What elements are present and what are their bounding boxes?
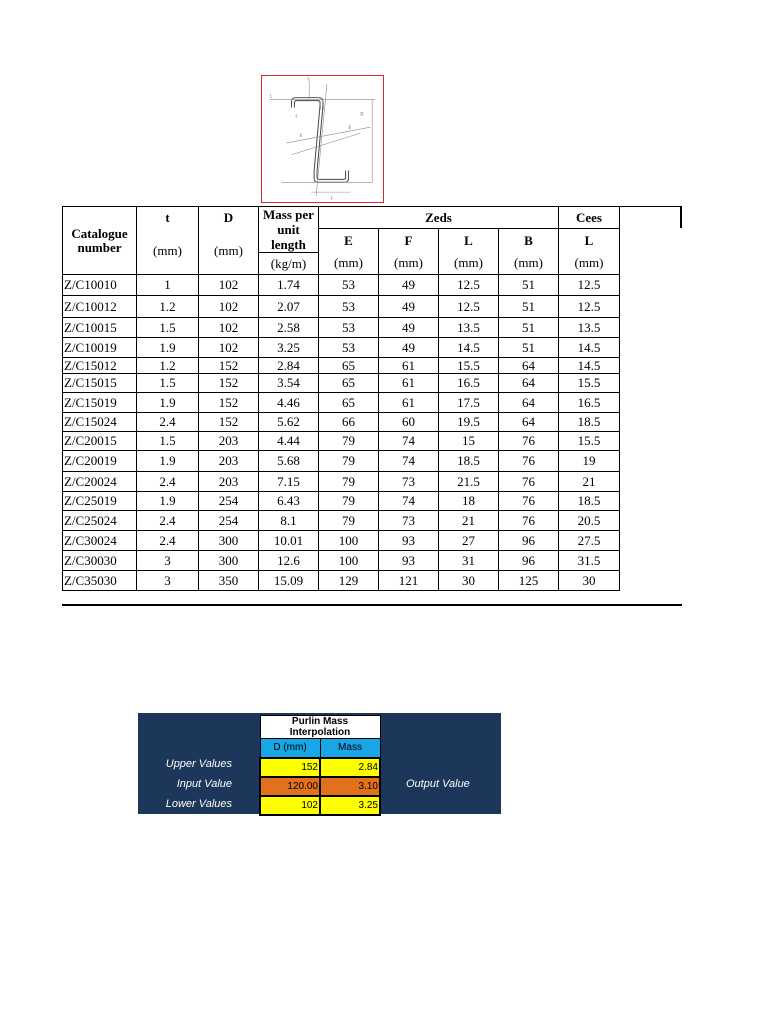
row-spacer — [620, 511, 681, 531]
row-spacer — [620, 413, 681, 432]
cees-l-cell: 12.5 — [559, 275, 620, 296]
e-header: E — [319, 229, 379, 253]
section-diagram — [261, 75, 384, 203]
e-cell: 79 — [319, 451, 379, 472]
t-cell: 2.4 — [137, 413, 199, 432]
catalogue-code-cell: Z/C15015 — [63, 374, 137, 393]
d-header: D — [199, 207, 259, 229]
f-cell: 93 — [379, 531, 439, 551]
row-spacer — [620, 318, 681, 338]
interpolation-grid — [259, 715, 381, 816]
d-cell: 300 — [199, 531, 259, 551]
mass-cell: 5.62 — [259, 413, 319, 432]
l-cell: 14.5 — [439, 338, 499, 358]
svg-text:t: t — [295, 113, 297, 119]
f-cell: 74 — [379, 451, 439, 472]
table-row — [63, 571, 681, 591]
b-cell: 64 — [499, 393, 559, 413]
f-cell: 61 — [379, 358, 439, 374]
f-cell: 121 — [379, 571, 439, 591]
d-cell: 350 — [199, 571, 259, 591]
row-spacer — [620, 358, 681, 374]
catalogue-code-cell: Z/C10012 — [63, 296, 137, 318]
catalogue-code-cell: Z/C20019 — [63, 451, 137, 472]
t-cell: 2.4 — [137, 472, 199, 492]
t-cell: 1 — [137, 275, 199, 296]
b-cell: 76 — [499, 511, 559, 531]
output-mass-cell[interactable]: 3.10 — [320, 777, 380, 796]
mass-cell: 2.07 — [259, 296, 319, 318]
svg-text:X: X — [299, 133, 303, 139]
b-cell: 76 — [499, 492, 559, 511]
l-cell: 31 — [439, 551, 499, 571]
f-cell: 49 — [379, 296, 439, 318]
catalogue-code-cell: Z/C20024 — [63, 472, 137, 492]
cees-l-cell: 27.5 — [559, 531, 620, 551]
l-cell: 17.5 — [439, 393, 499, 413]
catalogue-code-cell: Z/C25019 — [63, 492, 137, 511]
table-row — [63, 511, 681, 531]
table-row — [63, 393, 681, 413]
row-spacer — [620, 338, 681, 358]
mass-cell: 4.46 — [259, 393, 319, 413]
e-cell: 65 — [319, 358, 379, 374]
table-row — [63, 432, 681, 451]
mass-column-header: Mass — [320, 739, 380, 758]
f-cell: 74 — [379, 432, 439, 451]
l-cell: 21 — [439, 511, 499, 531]
mass-cell: 10.01 — [259, 531, 319, 551]
f-cell: 93 — [379, 551, 439, 571]
row-spacer — [620, 275, 681, 296]
mass-cell: 15.09 — [259, 571, 319, 591]
cees-l-cell: 15.5 — [559, 432, 620, 451]
mass-cell: 7.15 — [259, 472, 319, 492]
e-cell: 65 — [319, 374, 379, 393]
zed-section-drawing — [262, 76, 383, 202]
d-cell: 152 — [199, 413, 259, 432]
d-cell: 152 — [199, 358, 259, 374]
l-cell: 13.5 — [439, 318, 499, 338]
input-d-cell[interactable]: 120.00 — [260, 777, 320, 796]
upper-values-label: Upper Values — [165, 758, 232, 770]
e-cell: 66 — [319, 413, 379, 432]
f-cell: 73 — [379, 472, 439, 492]
mass-header: Mass per unit length — [259, 207, 319, 253]
svg-text:L: L — [269, 93, 273, 99]
e-cell: 79 — [319, 432, 379, 451]
f-cell: 61 — [379, 374, 439, 393]
cees-l-cell: 18.5 — [559, 413, 620, 432]
spacer-cell — [620, 207, 681, 275]
d-cell: 254 — [199, 492, 259, 511]
row-spacer — [620, 296, 681, 318]
f-header: F — [379, 229, 439, 253]
t-cell: 1.5 — [137, 318, 199, 338]
table-row — [63, 374, 681, 393]
d-cell: 203 — [199, 451, 259, 472]
b-unit: (mm) — [499, 253, 559, 275]
cees-l-cell: 16.5 — [559, 393, 620, 413]
row-spacer — [620, 451, 681, 472]
e-cell: 79 — [319, 492, 379, 511]
e-cell: 53 — [319, 275, 379, 296]
d-cell: 152 — [199, 393, 259, 413]
d-column-header: D (mm) — [260, 739, 320, 758]
table-row — [63, 296, 681, 318]
e-cell: 65 — [319, 393, 379, 413]
cees-l-cell: 31.5 — [559, 551, 620, 571]
mass-cell: 5.68 — [259, 451, 319, 472]
catalogue-code-cell: Z/C15012 — [63, 358, 137, 374]
l-cell: 15 — [439, 432, 499, 451]
l-cell: 27 — [439, 531, 499, 551]
b-cell: 76 — [499, 432, 559, 451]
d-cell: 203 — [199, 472, 259, 492]
catalogue-code-cell: Z/C15024 — [63, 413, 137, 432]
mass-cell: 4.44 — [259, 432, 319, 451]
d-cell: 102 — [199, 296, 259, 318]
e-cell: 79 — [319, 511, 379, 531]
mass-cell: 8.1 — [259, 511, 319, 531]
row-spacer — [620, 492, 681, 511]
l-cell: 15.5 — [439, 358, 499, 374]
b-cell: 51 — [499, 318, 559, 338]
table-row — [63, 492, 681, 511]
upper-d-cell[interactable]: 152 — [260, 758, 320, 777]
mass-unit: (kg/m) — [259, 253, 319, 275]
t-cell: 2.4 — [137, 531, 199, 551]
cees-l-cell: 14.5 — [559, 358, 620, 374]
lower-values-label: Lower Values — [165, 798, 232, 810]
b-cell: 96 — [499, 551, 559, 571]
l-cell: 18.5 — [439, 451, 499, 472]
l-cell: 18 — [439, 492, 499, 511]
mass-cell: 3.54 — [259, 374, 319, 393]
row-spacer — [620, 531, 681, 551]
t-cell: 1.9 — [137, 393, 199, 413]
e-cell: 100 — [319, 551, 379, 571]
row-spacer — [620, 374, 681, 393]
input-value-label: Input Value — [176, 778, 232, 790]
cees-l-cell: 30 — [559, 571, 620, 591]
row-spacer — [620, 393, 681, 413]
mass-cell: 3.25 — [259, 338, 319, 358]
l-cell: 12.5 — [439, 275, 499, 296]
catalogue-code-cell: Z/C20015 — [63, 432, 137, 451]
f-cell: 73 — [379, 511, 439, 531]
d-cell: 203 — [199, 432, 259, 451]
spec-table-body — [63, 275, 681, 591]
b-cell: 96 — [499, 531, 559, 551]
table-row — [63, 531, 681, 551]
cees-l-cell: 19 — [559, 451, 620, 472]
t-cell: 1.9 — [137, 338, 199, 358]
d-cell: 152 — [199, 374, 259, 393]
cees-l-unit: (mm) — [559, 253, 620, 275]
cees-l-cell: 13.5 — [559, 318, 620, 338]
catalogue-code-cell: Z/C30030 — [63, 551, 137, 571]
t-cell: 3 — [137, 551, 199, 571]
t-cell: 2.4 — [137, 511, 199, 531]
t-cell: 1.9 — [137, 492, 199, 511]
l-cell: 21.5 — [439, 472, 499, 492]
d-cell: 102 — [199, 338, 259, 358]
l-cell: 16.5 — [439, 374, 499, 393]
t-cell: 1.9 — [137, 451, 199, 472]
row-spacer — [620, 571, 681, 591]
row-spacer — [620, 432, 681, 451]
e-cell: 53 — [319, 318, 379, 338]
table-row — [63, 451, 681, 472]
catalogue-code-cell: Z/C25024 — [63, 511, 137, 531]
b-cell: 51 — [499, 338, 559, 358]
b-cell: 51 — [499, 275, 559, 296]
d-cell: 300 — [199, 551, 259, 571]
b-cell: 64 — [499, 374, 559, 393]
t-cell: 1.2 — [137, 358, 199, 374]
svg-text:Y: Y — [307, 76, 310, 82]
b-header: B — [499, 229, 559, 253]
l-header: L — [439, 229, 499, 253]
purlin-mass-interpolation-panel — [138, 713, 501, 814]
catalogue-code-cell: Z/C30024 — [63, 531, 137, 551]
mass-cell: 6.43 — [259, 492, 319, 511]
d-cell: 102 — [199, 275, 259, 296]
cees-l-cell: 14.5 — [559, 338, 620, 358]
f-unit: (mm) — [379, 253, 439, 275]
l-cell: 12.5 — [439, 296, 499, 318]
zeds-header: Zeds — [319, 207, 559, 229]
purlin-spec-table — [62, 206, 681, 591]
l-cell: 19.5 — [439, 413, 499, 432]
b-cell: 125 — [499, 571, 559, 591]
svg-text:E: E — [348, 125, 352, 131]
e-cell: 53 — [319, 338, 379, 358]
svg-text:D: D — [360, 111, 364, 117]
cees-l-cell: 18.5 — [559, 492, 620, 511]
mass-cell: 2.58 — [259, 318, 319, 338]
t-cell: 1.2 — [137, 296, 199, 318]
lower-d-cell[interactable]: 102 — [260, 796, 320, 815]
table-bottom-border — [62, 604, 682, 606]
table-row — [63, 318, 681, 338]
l-unit: (mm) — [439, 253, 499, 275]
catalogue-code-cell: Z/C35030 — [63, 571, 137, 591]
table-row — [63, 413, 681, 432]
f-cell: 49 — [379, 318, 439, 338]
t-unit: (mm) — [137, 229, 199, 275]
e-unit: (mm) — [319, 253, 379, 275]
table-row — [63, 338, 681, 358]
t-header: t — [137, 207, 199, 229]
d-cell: 254 — [199, 511, 259, 531]
catalogue-code-cell: Z/C10010 — [63, 275, 137, 296]
catalogue-header: Catalogue number — [63, 207, 137, 275]
t-cell: 1.5 — [137, 432, 199, 451]
f-cell: 60 — [379, 413, 439, 432]
svg-text:F: F — [330, 195, 334, 201]
e-cell: 100 — [319, 531, 379, 551]
e-cell: 53 — [319, 296, 379, 318]
f-cell: 74 — [379, 492, 439, 511]
b-cell: 51 — [499, 296, 559, 318]
cees-l-cell: 12.5 — [559, 296, 620, 318]
row-spacer — [620, 551, 681, 571]
l-cell: 30 — [439, 571, 499, 591]
d-cell: 102 — [199, 318, 259, 338]
b-cell: 64 — [499, 413, 559, 432]
table-row — [63, 275, 681, 296]
table-row — [63, 551, 681, 571]
e-cell: 79 — [319, 472, 379, 492]
catalogue-code-cell: Z/C10015 — [63, 318, 137, 338]
mass-cell: 1.74 — [259, 275, 319, 296]
cees-l-cell: 15.5 — [559, 374, 620, 393]
cees-l-header: L — [559, 229, 620, 253]
b-cell: 76 — [499, 451, 559, 472]
d-unit: (mm) — [199, 229, 259, 275]
lower-mass-cell[interactable]: 3.25 — [320, 796, 380, 815]
upper-mass-cell[interactable]: 2.84 — [320, 758, 380, 777]
mass-cell: 2.84 — [259, 358, 319, 374]
table-right-border — [680, 206, 682, 228]
cees-l-cell: 20.5 — [559, 511, 620, 531]
t-cell: 3 — [137, 571, 199, 591]
row-spacer — [620, 472, 681, 492]
f-cell: 61 — [379, 393, 439, 413]
b-cell: 64 — [499, 358, 559, 374]
catalogue-code-cell: Z/C15019 — [63, 393, 137, 413]
output-value-label: Output Value — [406, 778, 470, 790]
e-cell: 129 — [319, 571, 379, 591]
table-row — [63, 472, 681, 492]
mass-cell: 12.6 — [259, 551, 319, 571]
cees-header: Cees — [559, 207, 620, 229]
catalogue-code-cell: Z/C10019 — [63, 338, 137, 358]
t-cell: 1.5 — [137, 374, 199, 393]
cees-l-cell: 21 — [559, 472, 620, 492]
f-cell: 49 — [379, 338, 439, 358]
f-cell: 49 — [379, 275, 439, 296]
b-cell: 76 — [499, 472, 559, 492]
interpolation-title: Purlin Mass Interpolation — [260, 716, 380, 739]
table-row — [63, 358, 681, 374]
